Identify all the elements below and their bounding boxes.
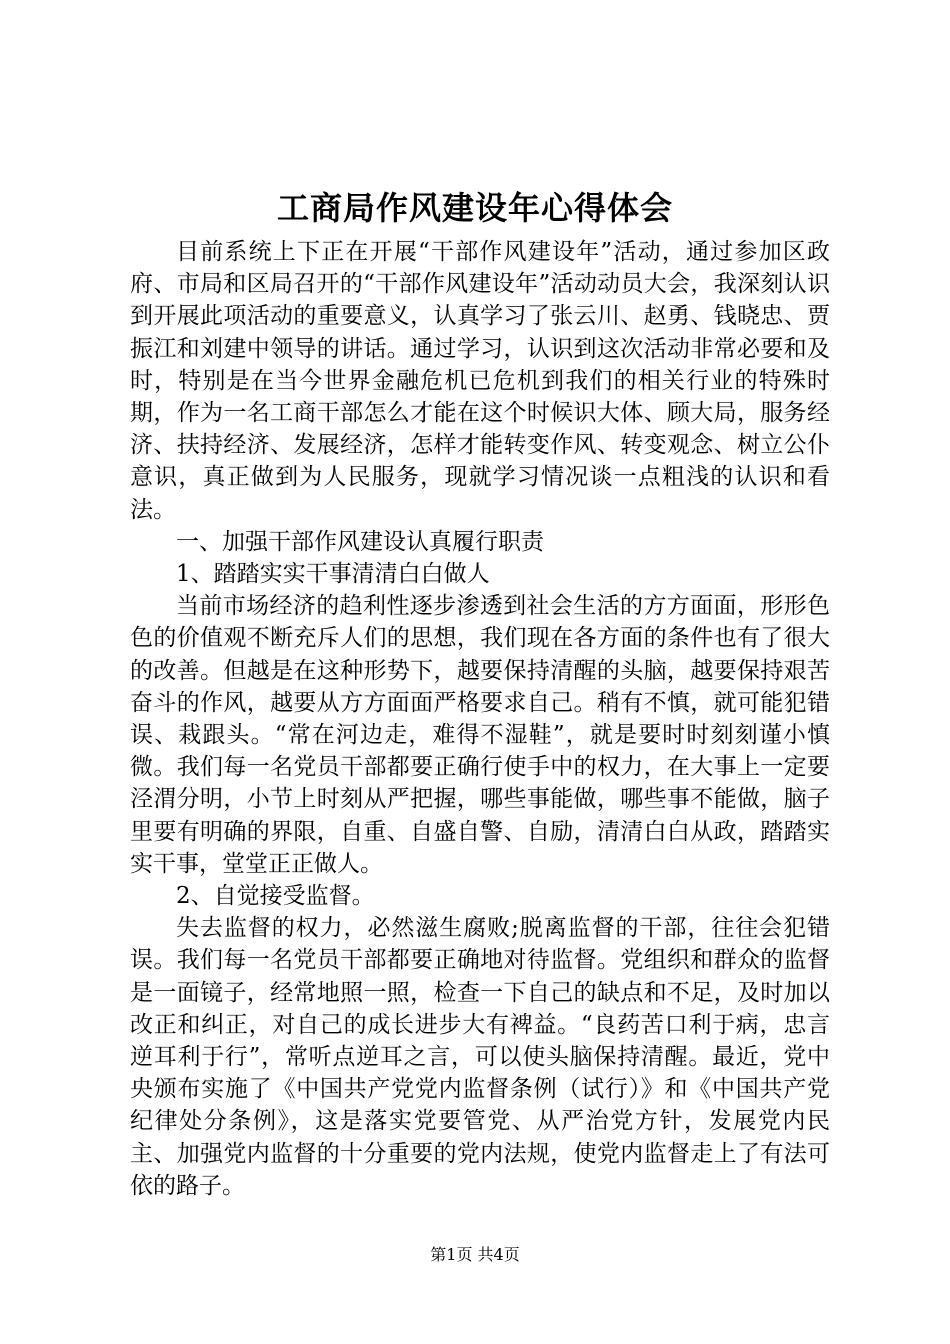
subsection-heading-1: 1、踏踏实实干事清清白白做人 [176,561,490,588]
paragraph-market-economy: 当前市场经济的趋利性逐步渗透到社会生活的方方面面，形形色色的价值观不断充斥人们的思想，我们现在各方面的条件也有了很大的改善。但越是在这种形势下，越要保持清醒的头脑，越要保持艰苦奋斗的作风，越要从方方面面严格要求自己。稍有不慎，就可能犯错误、栽跟头。“常在河边走，难得不湿鞋”，就是要时时刻刻谨小慎微。我们每一名党员干部都要正确行使手中的权力，在大事上一定要泾渭分明，小节上时刻从严把握，哪些事能做，哪些事不能做，脑子里要有明确的界限，自重、自盛自警、自励，清清白白从政，踏踏实实干事，堂堂正正做人。 [130,593,830,877]
page-footer: 第1页 共4页 [430,1245,520,1264]
document-body [130,236,830,1202]
paragraph-intro: 目前系统上下正在开展“干部作风建设年”活动，通过参加区政府、市局和区局召开的“干部作风建设年”活动动员大会，我深刻认识到开展此项活动的重要意义，认真学习了张云川、赵勇、钱晓忠、贾振江和刘建中领导的讲话。通过学习，认识到这次活动非常必要和及时，特别是在当今世界金融危机已危机到我们的相关行业的特殊时期，作为一名工商干部怎么才能在这个时候识大体、顾大局，服务经济、扶持经济、发展经济，怎样才能转变作风、转变观念、树立公仆意识，真正做到为人民服务，现就学习情况谈一点粗浅的认识和看法。 [130,239,830,523]
subsection-heading-2: 2、自觉接受监督。 [176,883,375,910]
paragraph-supervision: 失去监督的权力，必然滋生腐败;脱离监督的干部，往往会犯错误。我们每一名党员干部都要正确地对待监督。党组织和群众的监督是一面镜子，经常地照一照，检查一下自己的缺点和不足，及时加以改正和纠正，对自己的成长进步大有裨益。“良药苦口利于病，忠言逆耳利于行”，常听点逆耳之言，可以使头脑保持清醒。最近，党中央颁布实施了《中国共产党党内监督条例（试行）》和《中国共产党纪律处分条例》，这是落实党要管党、从严治党方针，发展党内民主、加强党内监督的十分重要的党内法规，使党内监督走上了有法可依的路子。 [130,915,830,1199]
section-heading-1: 一、加强干部作风建设认真履行职责 [176,528,544,555]
document-title: 工商局作风建设年心得体会 [276,189,673,227]
